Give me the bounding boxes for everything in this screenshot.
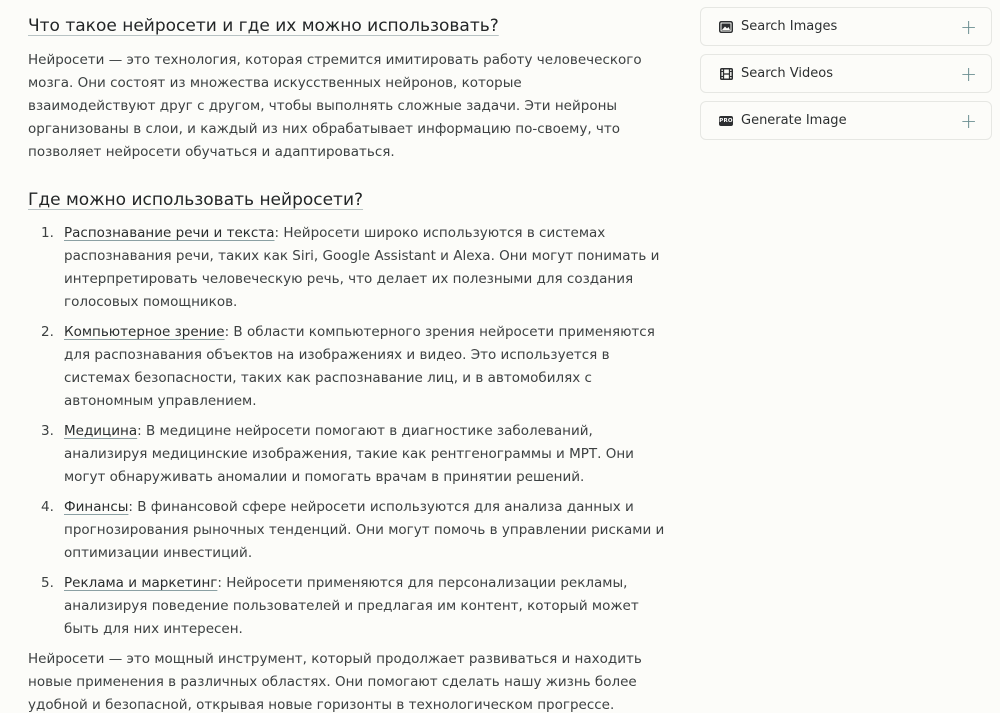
generate-image-button[interactable]: [700, 101, 992, 140]
list-item-text: : Нейросети применяются для персонализации рекламы, анализируя поведение пользователей и предлагая им контент, который может быть для них интересен.: [64, 575, 639, 637]
pro-badge: PRO: [719, 117, 733, 124]
list-item: [28, 321, 668, 413]
plus-icon: +: [960, 108, 977, 133]
article-intro: Нейросети — это технология, которая стремится имитировать работу человеческого мозга. Они состоят из множества искусственных нейронов, которые взаимодействуют друг с другом, чтобы выполнять сложные задачи. Эти нейроны организованы в слои, и каждый из них обрабатывает информацию по-своему, что позволяет нейросети обучаться и адаптироваться.: [28, 52, 642, 160]
list-number: 5.: [41, 575, 54, 591]
list-item: [28, 572, 668, 641]
media-sidebar: [700, 7, 992, 148]
uses-list: [28, 222, 668, 641]
list-item: [28, 222, 668, 314]
list-number: 3.: [41, 423, 54, 439]
term-link-finance[interactable]: Финансы: [64, 499, 129, 515]
list-number: 2.: [41, 324, 54, 340]
search-videos-button[interactable]: [700, 54, 992, 93]
article-conclusion: Нейросети — это мощный инструмент, который продолжает развиваться и находить новые применения в различных областях. Они помогают сделать нашу жизнь более удобной и безопасной, открывая новые горизонты в технологическом прогрессе.: [28, 651, 642, 713]
pro-badge-icon: [719, 114, 733, 128]
list-item-text: : В медицине нейросети помогают в диагностике заболеваний, анализируя медицинские изображения, такие как рентгенограммы и МРТ. Они могут обнаруживать аномалии и помогать врачам в принятии решений.: [64, 423, 634, 485]
term-link-speech[interactable]: Распознавание речи и текста: [64, 225, 275, 241]
film-icon: [719, 67, 733, 81]
article-heading-main: Что такое нейросети и где их можно использовать?: [28, 16, 499, 36]
search-videos-label: Search Videos: [741, 66, 833, 81]
search-images-button[interactable]: [700, 7, 992, 46]
image-icon: [719, 20, 733, 34]
term-link-medicine[interactable]: Медицина: [64, 423, 138, 439]
list-number: 1.: [41, 225, 54, 241]
term-link-vision[interactable]: Компьютерное зрение: [64, 324, 225, 340]
list-item: [28, 496, 668, 565]
plus-icon: +: [960, 61, 977, 86]
list-item-text: : В области компьютерного зрения нейросети применяются для распознавания объектов на изображениях и видео. Это используется в системах безопасности, таких как распознавание лиц, и в автомобилях с автономным управлением.: [64, 324, 655, 409]
list-item: [28, 420, 668, 489]
term-link-marketing[interactable]: Реклама и маркетинг: [64, 575, 218, 591]
article-heading-uses: Где можно использовать нейросети?: [28, 190, 364, 210]
answer-article: [28, 14, 668, 713]
list-item-text: : Нейросети широко используются в системах распознавания речи, таких как Siri, Google Assistant и Alexa. Они могут понимать и интерпретировать человеческую речь, что делает их полезными для создания голосовых помощников.: [64, 225, 660, 310]
list-item-text: : В финансовой сфере нейросети используются для анализа данных и прогнозирования рыночных тенденций. Они могут помочь в управлении рисками и оптимизации инвестиций.: [64, 499, 665, 561]
generate-image-label: Generate Image: [741, 113, 847, 128]
search-images-label: Search Images: [741, 19, 838, 34]
plus-icon: +: [960, 14, 977, 39]
list-number: 4.: [41, 499, 54, 515]
